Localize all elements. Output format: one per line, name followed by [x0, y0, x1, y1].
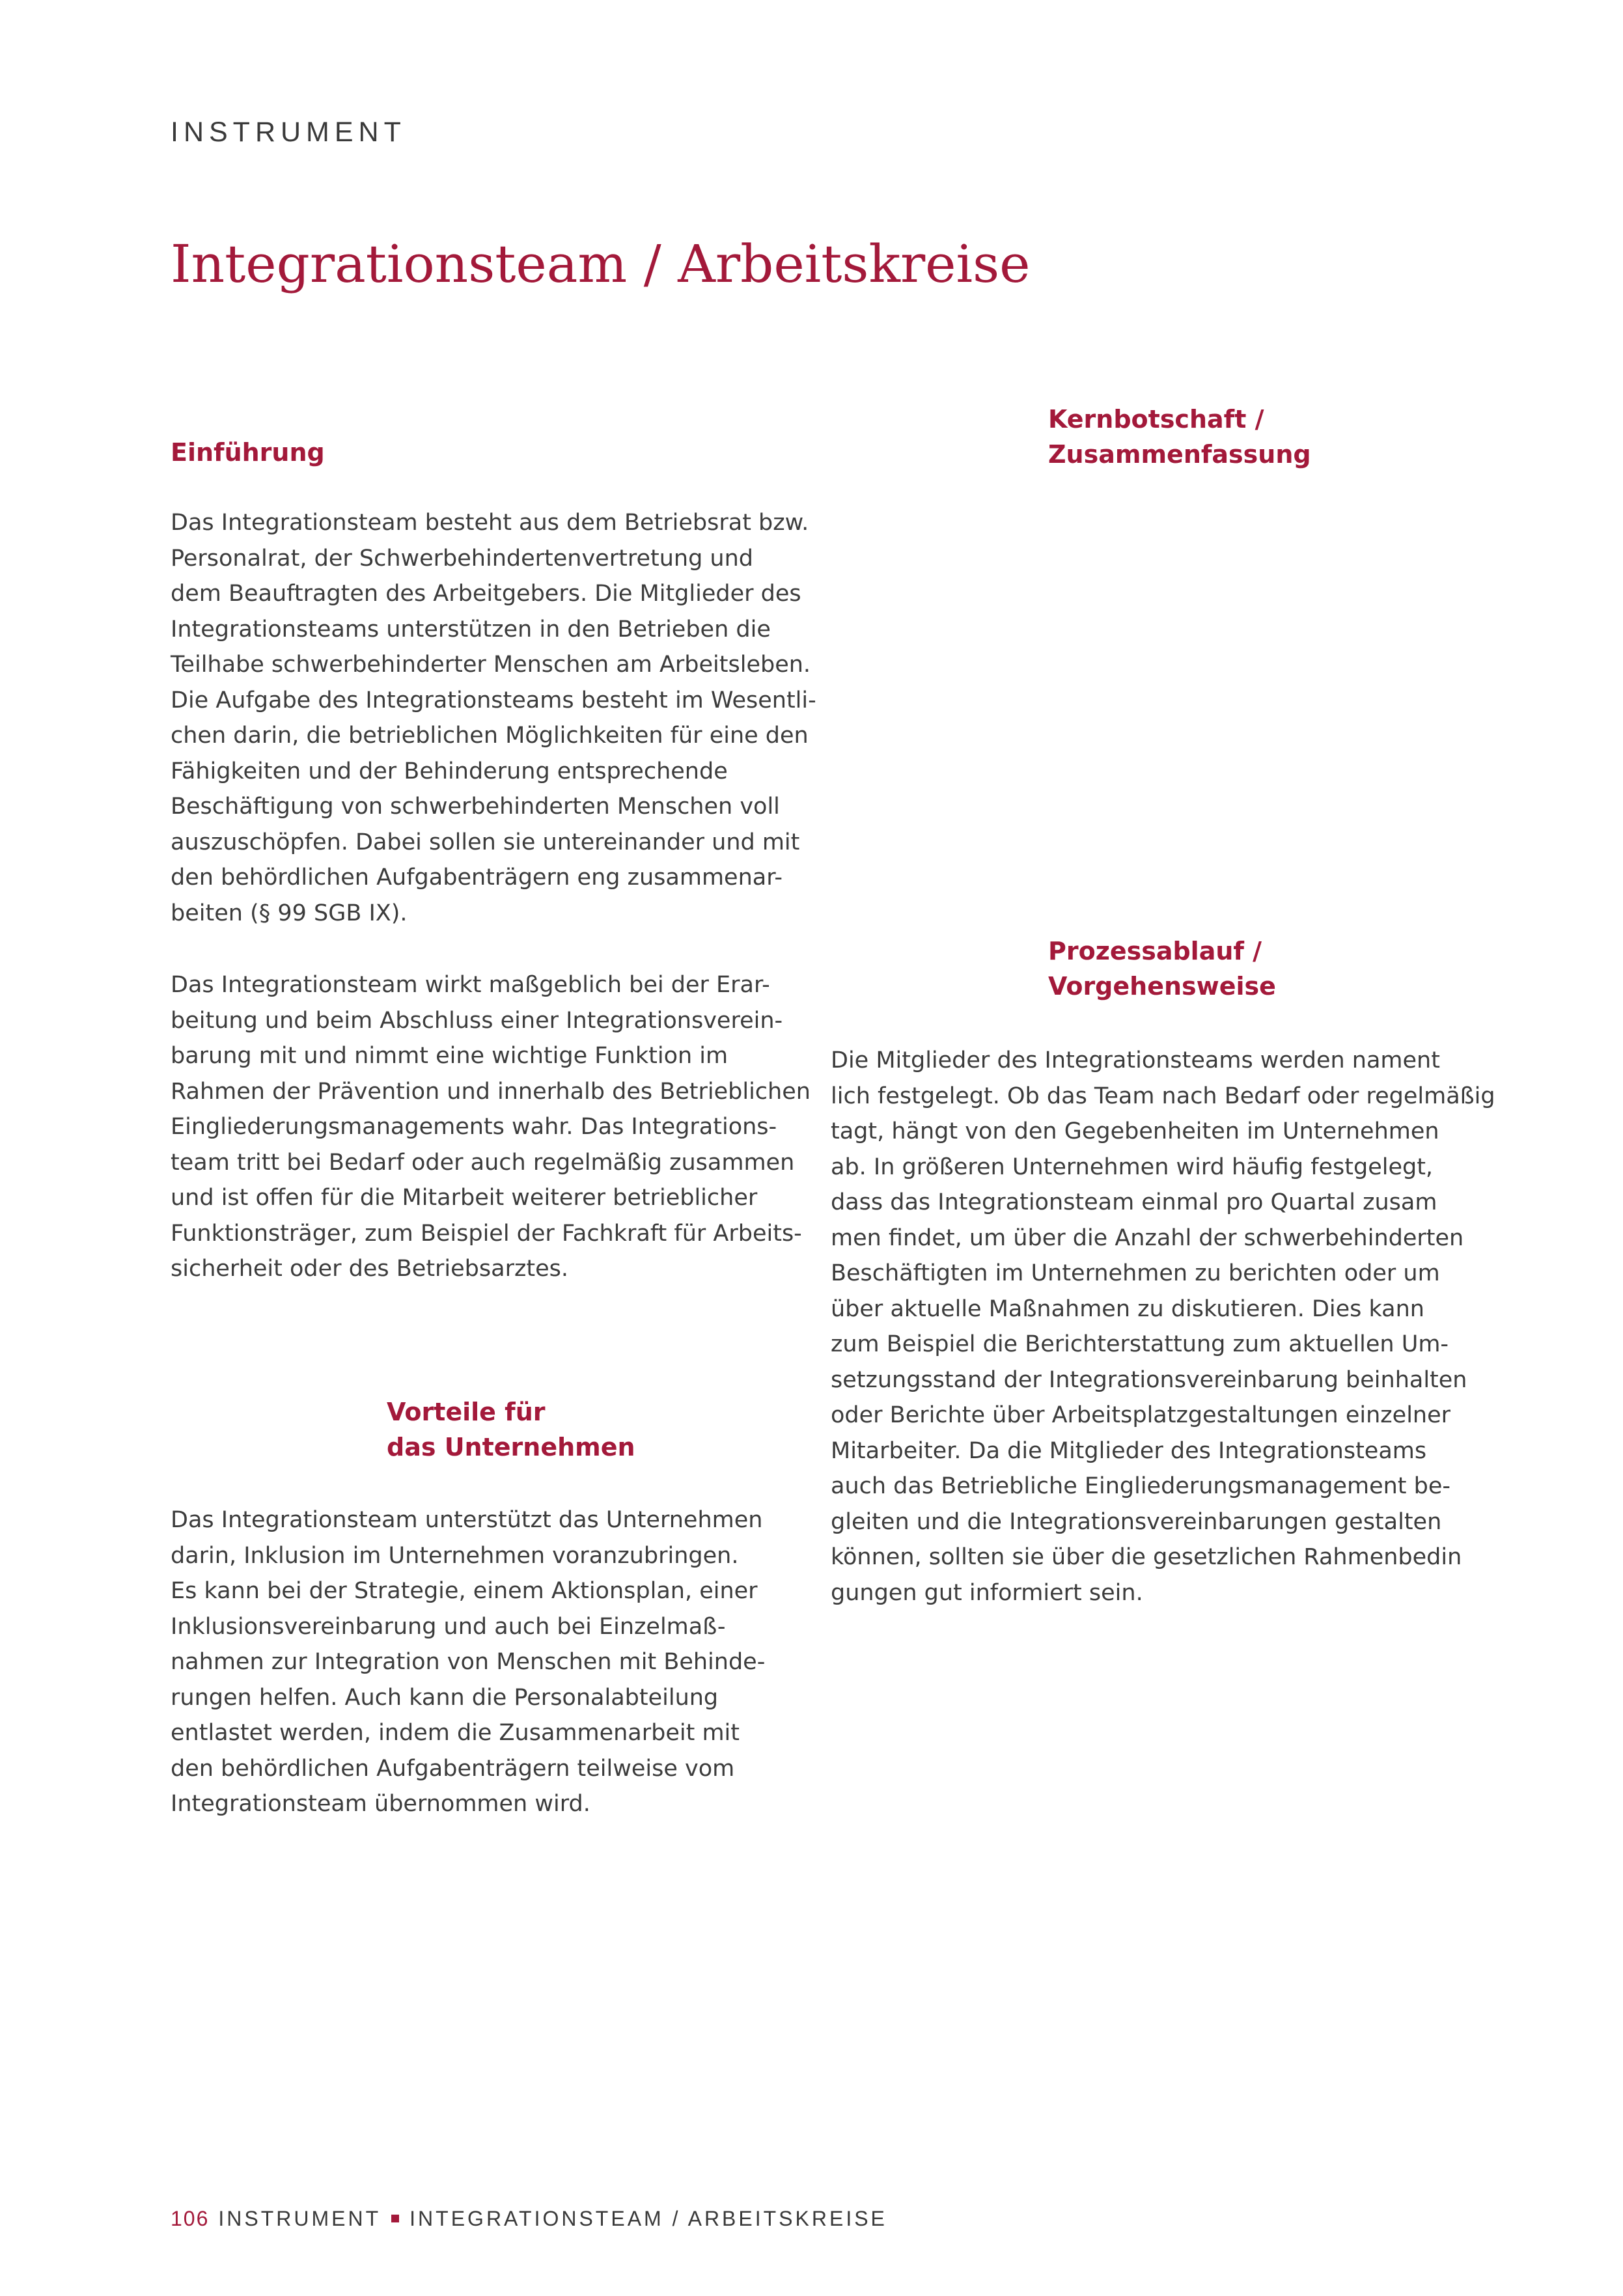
- text-line: Fähigkeiten und der Behinderung entsprechende: [171, 758, 728, 784]
- page-footer: [171, 2204, 887, 2233]
- einfuehrung-heading: Einführung: [171, 438, 325, 467]
- text-line: auszuschöpfen. Dabei sollen sie untereinander und mit: [171, 829, 800, 855]
- text-line: Die Mitglieder des Integrationsteams werden nament: [831, 1047, 1440, 1073]
- prozess-heading-line-1: Prozessablauf /: [1048, 937, 1262, 965]
- vorteile-heading-line-1: Vorteile für: [387, 1398, 546, 1426]
- text-line: lich festgelegt. Ob das Team nach Bedarf oder regelmäßig: [831, 1083, 1495, 1109]
- prozess-heading-line-2: Vorgehensweise: [1048, 972, 1276, 1001]
- page-title: Integrationsteam / Arbeitskreise: [171, 234, 1031, 294]
- text-line: den behördlichen Aufgabenträgern teilweise vom: [171, 1755, 735, 1782]
- page-number: 106: [171, 2207, 210, 2230]
- kernbotschaft-heading-line-1: Kernbotschaft /: [1048, 405, 1264, 434]
- text-line: Rahmen der Prävention und innerhalb des Betrieblichen: [171, 1078, 811, 1105]
- kernbotschaft-heading: [1048, 402, 1311, 472]
- footer-subsection: INTEGRATIONSTEAM / ARBEITSKREISE: [409, 2207, 887, 2230]
- vorteile-heading: [387, 1394, 635, 1465]
- text-line: ab. In größeren Unternehmen wird häufig festgelegt,: [831, 1154, 1434, 1180]
- text-line: können, sollten sie über die gesetzlichen Rahmenbedin: [831, 1544, 1462, 1570]
- text-line: oder Berichte über Arbeitsplatzgestaltungen einzelner: [831, 1402, 1451, 1428]
- einfuehrung-paragraph-2: [171, 967, 811, 1287]
- square-bullet-icon: [391, 2215, 399, 2222]
- kernbotschaft-heading-line-2: Zusammenfassung: [1048, 440, 1311, 469]
- text-line: nahmen zur Integration von Menschen mit Behinde-: [171, 1649, 766, 1675]
- text-line: Personalrat, der Schwerbehindertenvertretung und: [171, 545, 753, 572]
- text-line: Integrationsteams unterstützen in den Betrieben die: [171, 616, 771, 643]
- text-line: barung mit und nimmt eine wichtige Funktion im: [171, 1043, 728, 1069]
- text-line: dass das Integrationsteam einmal pro Quartal zusam: [831, 1189, 1437, 1215]
- text-line: sicherheit oder des Betriebsarztes.: [171, 1256, 568, 1282]
- text-line: team tritt bei Bedarf oder auch regelmäßig zusammen: [171, 1149, 795, 1176]
- text-line: entlastet werden, indem die Zusammenarbeit mit: [171, 1720, 740, 1746]
- text-line: Teilhabe schwerbehinderter Menschen am Arbeitsleben.: [171, 652, 811, 678]
- text-line: tagt, hängt von den Gegebenheiten im Unternehmen: [831, 1118, 1439, 1144]
- text-line: Funktionsträger, zum Beispiel der Fachkraft für Arbeits-: [171, 1220, 802, 1247]
- text-line: Beschäftigung von schwerbehinderten Menschen voll: [171, 794, 780, 820]
- vorteile-paragraph: [171, 1502, 765, 1822]
- text-line: zum Beispiel die Berichterstattung zum aktuellen Um-: [831, 1331, 1449, 1357]
- text-line: Das Integrationsteam unterstützt das Unternehmen: [171, 1507, 763, 1533]
- text-line: Das Integrationsteam wirkt maßgeblich bei der Erar-: [171, 972, 770, 998]
- text-line: gungen gut informiert sein.: [831, 1579, 1143, 1606]
- text-line: men findet, um über die Anzahl der schwerbehinderten: [831, 1224, 1464, 1251]
- text-line: Eingliederungsmanagements wahr. Das Integrations-: [171, 1114, 777, 1140]
- text-line: Beschäftigten im Unternehmen zu berichten oder um: [831, 1260, 1440, 1286]
- text-line: chen darin, die betrieblichen Möglichkeiten für eine den: [171, 723, 809, 749]
- text-line: beiten (§ 99 SGB IX).: [171, 900, 408, 926]
- prozess-paragraph: [831, 1043, 1495, 1611]
- text-line: Das Integrationsteam besteht aus dem Betriebsrat bzw.: [171, 510, 809, 536]
- text-line: über aktuelle Maßnahmen zu diskutieren. Dies kann: [831, 1295, 1424, 1322]
- text-line: rungen helfen. Auch kann die Personalabteilung: [171, 1684, 719, 1711]
- section-kicker: INSTRUMENT: [171, 117, 406, 148]
- text-line: Integrationsteam übernommen wird.: [171, 1791, 590, 1817]
- text-line: Es kann bei der Strategie, einem Aktionsplan, einer: [171, 1578, 758, 1604]
- einfuehrung-paragraph-1: [171, 505, 816, 931]
- prozess-heading: [1048, 934, 1276, 1004]
- text-line: Inklusionsvereinbarung und auch bei Einzelmaß-: [171, 1613, 726, 1640]
- text-line: und ist offen für die Mitarbeit weiterer betrieblicher: [171, 1185, 758, 1211]
- text-line: beitung und beim Abschluss einer Integrationsverein-: [171, 1007, 783, 1034]
- text-line: gleiten und die Integrationsvereinbarungen gestalten: [831, 1508, 1442, 1535]
- text-line: auch das Betriebliche Eingliederungsmanagement be-: [831, 1473, 1451, 1499]
- footer-section: INSTRUMENT: [218, 2207, 381, 2230]
- text-line: setzungsstand der Integrationsvereinbarung beinhalten: [831, 1366, 1467, 1393]
- text-line: Die Aufgabe des Integrationsteams besteht im Wesentli-: [171, 687, 816, 713]
- text-line: darin, Inklusion im Unternehmen voranzubringen.: [171, 1542, 739, 1569]
- text-line: Mitarbeiter. Da die Mitglieder des Integrationsteams: [831, 1437, 1427, 1464]
- vorteile-heading-line-2: das Unternehmen: [387, 1433, 635, 1461]
- text-line: dem Beauftragten des Arbeitgebers. Die Mitglieder des: [171, 581, 801, 607]
- text-line: den behördlichen Aufgabenträgern eng zusammenar-: [171, 864, 783, 891]
